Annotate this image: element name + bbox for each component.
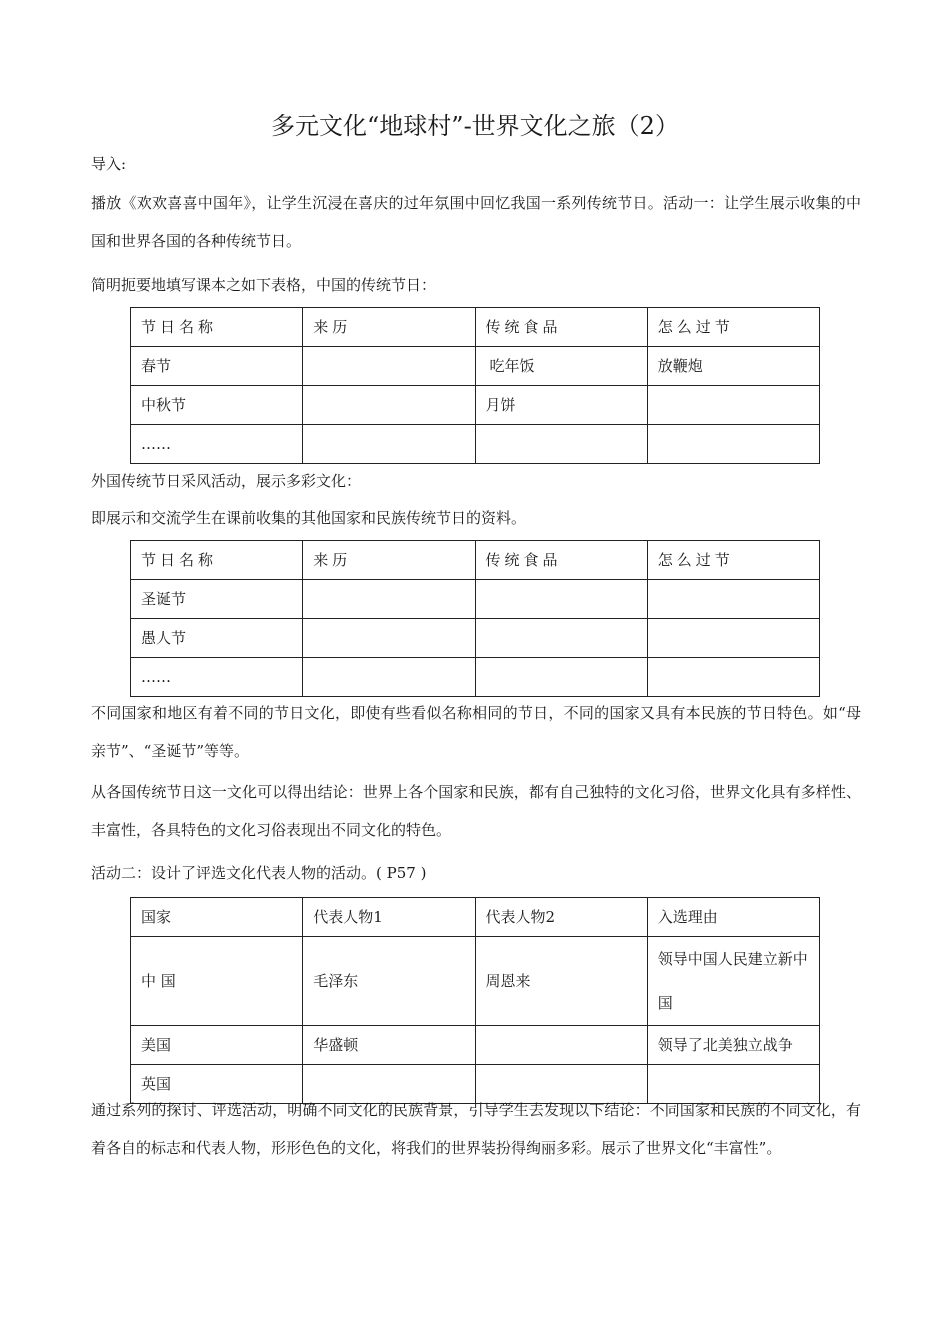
header-festival-name: 节日名称 <box>131 308 303 347</box>
table-cell <box>303 619 475 658</box>
table-header-row <box>131 898 820 937</box>
table-cell: 中 国 <box>131 937 303 1026</box>
table-cell: 华盛顿 <box>303 1026 475 1065</box>
table-foreign-festivals <box>130 540 820 697</box>
table-cell: 愚人节 <box>131 619 303 658</box>
table-cell <box>303 580 475 619</box>
table-cell <box>475 580 647 619</box>
table-cell: 美国 <box>131 1026 303 1065</box>
paragraph-final-conclusion: 通过系列的探讨、评选活动，明确不同文化的民族背景，引导学生去发现以下结论：不同国家和民族的不同文化，有着各自的标志和代表人物，形形色色的文化，将我们的世界装扮得绚丽多彩。展示了世界文化“丰富性”。 <box>91 1101 861 1157</box>
header-how-to-celebrate: 怎么过节 <box>647 308 819 347</box>
header-traditional-food: 传统食品 <box>475 541 647 580</box>
table-cell <box>475 619 647 658</box>
intro-label: 导入: <box>91 155 127 173</box>
table-header-row <box>131 308 820 347</box>
paragraph-conclusion: 从各国传统节日这一文化可以得出结论：世界上各个国家和民族，都有自己独特的文化习俗，世界文化具有多样性、丰富性，各具特色的文化习俗表现出不同文化的特色。 <box>91 783 861 839</box>
table-cell: 放鞭炮 <box>647 347 819 386</box>
table-cell <box>475 425 647 464</box>
table-cell: 周恩来 <box>475 937 647 1026</box>
header-figure-2: 代表人物2 <box>475 898 647 937</box>
paragraph-festival-culture: 不同国家和地区有着不同的节日文化，即使有些看似名称相同的节日，不同的国家又具有本民族的节日特色。如“母亲节”、“圣诞节”等等。 <box>91 704 861 760</box>
table-cell <box>475 658 647 697</box>
table-row <box>131 658 820 697</box>
table-chinese-festivals <box>130 307 820 464</box>
table-row <box>131 347 820 386</box>
header-origin: 来历 <box>303 308 475 347</box>
table-cell <box>647 658 819 697</box>
header-festival-name: 节日名称 <box>131 541 303 580</box>
page-title: 多元文化“地球村”-世界文化之旅（2） <box>271 112 679 140</box>
table-row <box>131 1026 820 1065</box>
table-cell <box>647 580 819 619</box>
table-cell: …… <box>131 425 303 464</box>
header-origin: 来历 <box>303 541 475 580</box>
table-cell <box>647 425 819 464</box>
table-cell: …… <box>131 658 303 697</box>
table-row <box>131 580 820 619</box>
table-cell: 春节 <box>131 347 303 386</box>
paragraph-exchange: 即展示和交流学生在课前收集的其他国家和民族传统节日的资料。 <box>91 509 527 527</box>
paragraph-foreign-festivals: 外国传统节日采风活动，展示多彩文化： <box>91 472 362 490</box>
table-cell: 中秋节 <box>131 386 303 425</box>
table-cell: 英国 <box>131 1065 303 1104</box>
header-reason: 入选理由 <box>647 898 819 937</box>
paragraph-table-intro: 简明扼要地填写课本之如下表格，中国的传统节日： <box>91 276 437 294</box>
table-cell: 毛泽东 <box>303 937 475 1026</box>
table-row <box>131 425 820 464</box>
table-cell <box>303 386 475 425</box>
table-cell: 领导中国人民建立新中国 <box>647 937 819 1026</box>
header-how-to-celebrate: 怎么过节 <box>647 541 819 580</box>
table-row <box>131 619 820 658</box>
table-cell <box>303 658 475 697</box>
table-header-row <box>131 541 820 580</box>
header-traditional-food: 传统食品 <box>475 308 647 347</box>
header-country: 国家 <box>131 898 303 937</box>
table-cell: 月饼 <box>475 386 647 425</box>
table-cell <box>647 386 819 425</box>
table-cell <box>647 619 819 658</box>
table-cell: 圣诞节 <box>131 580 303 619</box>
paragraph-activity-two: 活动二：设计了评选文化代表人物的活动。( P57 ) <box>91 864 427 882</box>
table-row <box>131 386 820 425</box>
header-figure-1: 代表人物1 <box>303 898 475 937</box>
table-cell: 吃年饭 <box>475 347 647 386</box>
table-cultural-figures <box>130 897 820 1104</box>
table-cell <box>303 347 475 386</box>
table-cell <box>303 425 475 464</box>
paragraph-activity-one: 播放《欢欢喜喜中国年》，让学生沉浸在喜庆的过年氛围中回忆我国一系列传统节日。活动一：让学生展示收集的中国和世界各国的各种传统节日。 <box>91 194 861 250</box>
table-cell <box>475 1026 647 1065</box>
table-cell: 领导了北美独立战争 <box>647 1026 819 1065</box>
table-row <box>131 937 820 1026</box>
